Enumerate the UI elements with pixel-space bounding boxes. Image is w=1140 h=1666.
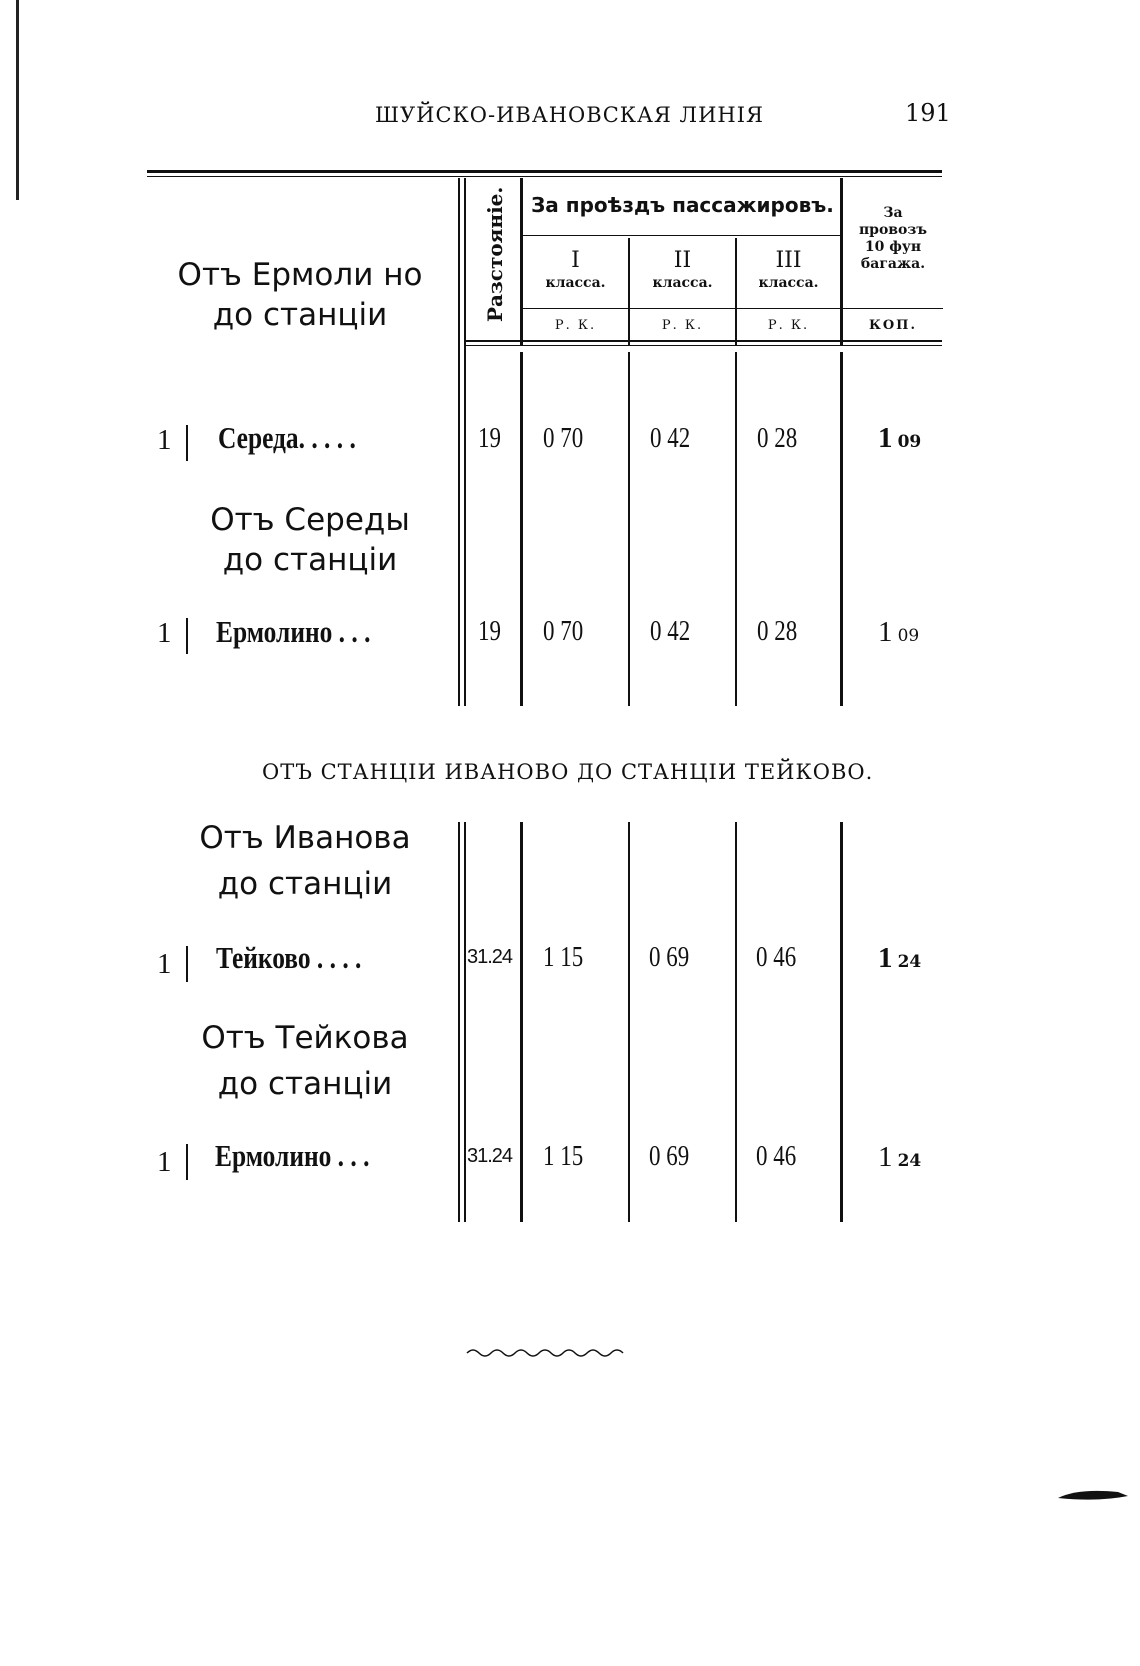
- row-number-bar: [186, 1144, 188, 1180]
- header-bottom-rule: [464, 340, 942, 342]
- header-bottom-rule-2: [464, 345, 942, 346]
- running-title: ШУЙСКО-ИВАНОВСКАЯ ЛИНІЯ: [375, 103, 764, 127]
- from-label-sub: Отъ Середы до станціи: [210, 502, 410, 578]
- distance-value: 19: [478, 616, 501, 647]
- fare-group-head: За проѣздъ пассажировъ.: [531, 193, 834, 217]
- class3-fare: 0 46: [756, 1141, 797, 1172]
- station-name: Тейково . . . .: [216, 940, 362, 975]
- s2-rule-dist-2: [464, 822, 466, 1222]
- baggage-head: [843, 205, 943, 273]
- from-label-ivanovo: Отъ Иванова до станціи: [199, 820, 411, 902]
- s1-rule-dist-2: [464, 346, 466, 706]
- distance-head: Разстояніе.: [483, 186, 507, 322]
- class2-head: [630, 248, 735, 292]
- row-number: 1: [157, 617, 172, 649]
- page-number: 191: [905, 99, 951, 127]
- class3-fare: 0 28: [757, 423, 798, 454]
- unit-c2: Р. К.: [661, 318, 704, 333]
- row-number-bar: [186, 946, 188, 982]
- class3-numeral: III: [775, 248, 802, 273]
- class3-fare: 0 46: [756, 942, 797, 973]
- baggage-line-1: За: [883, 205, 903, 221]
- class2-fare: 0 42: [650, 423, 691, 454]
- s1-rule-bag: [840, 352, 843, 706]
- row-number: 1: [157, 1146, 172, 1178]
- class2-numeral: II: [673, 248, 692, 273]
- scan-edge-mark: [16, 0, 19, 200]
- baggage-fare: [878, 942, 921, 975]
- section-title: ОТЪ СТАНЦІИ ИВАНОВО ДО СТАНЦІИ ТЕЙКОВО.: [262, 760, 874, 784]
- header-rule-dist-left: [458, 178, 460, 346]
- baggage-rub: 1: [878, 942, 893, 974]
- s2-rule-bag: [840, 822, 843, 1222]
- s2-rule-dist: [458, 822, 460, 1222]
- top-rule-2: [147, 176, 942, 177]
- class2-fare: 0 69: [649, 942, 690, 973]
- top-rule: [147, 170, 942, 173]
- s1-rule-c2: [628, 352, 630, 706]
- baggage-line-3: 10 фун: [864, 239, 922, 255]
- row-number: 1: [157, 424, 172, 456]
- class2-fare: 0 69: [649, 1141, 690, 1172]
- row-number-bar: [186, 425, 188, 461]
- class1-numeral: I: [571, 248, 580, 273]
- s2-rule-fare: [520, 822, 523, 1222]
- baggage-fare: [878, 422, 921, 455]
- class1-label: класса.: [545, 275, 606, 291]
- s1-rule-fare: [520, 352, 523, 706]
- baggage-kop: 24: [897, 1151, 922, 1171]
- class2-label: класса.: [652, 275, 713, 291]
- s1-rule-dist: [458, 346, 460, 706]
- s2-rule-c3: [735, 822, 737, 1222]
- from-label-head: Отъ Ермоли но до станціи: [177, 257, 423, 333]
- station-name: Ермолино . . .: [216, 614, 371, 649]
- baggage-rub: 1: [878, 1141, 893, 1173]
- distance-value: 31.24: [467, 1145, 513, 1167]
- class3-fare: 0 28: [757, 616, 798, 647]
- class1-fare: 1 15: [543, 1141, 584, 1172]
- baggage-fare: [878, 1141, 921, 1174]
- class2-fare: 0 42: [650, 616, 691, 647]
- baggage-line-2: провозъ: [858, 222, 928, 238]
- row-number-bar: [186, 618, 188, 654]
- baggage-rub: 1: [878, 422, 893, 454]
- station-name: Ермолино . . .: [215, 1138, 370, 1173]
- baggage-rub: 1: [878, 616, 893, 648]
- class1-fare: 0 70: [543, 423, 584, 454]
- baggage-line-4: багажа.: [860, 256, 926, 272]
- distance-value: 31.24: [467, 946, 513, 968]
- header-rule-fare-mid: [523, 235, 840, 236]
- row-number: 1: [157, 948, 172, 980]
- unit-bag: КОП.: [869, 318, 917, 333]
- unit-c1: Р. К.: [554, 318, 597, 333]
- scan-blot: [1058, 1488, 1128, 1502]
- baggage-kop: 09: [897, 626, 920, 646]
- header-rule-dist-left2: [464, 178, 466, 346]
- header-rule-units: [523, 308, 943, 309]
- class3-label: класса.: [758, 275, 819, 291]
- baggage-kop: 24: [897, 952, 922, 972]
- station-name: Середа. . . . .: [218, 420, 356, 455]
- class3-head: [737, 248, 840, 292]
- baggage-kop: 09: [897, 432, 922, 452]
- distance-value: 19: [478, 423, 501, 454]
- s1-rule-c3: [735, 352, 737, 706]
- from-label-teikovo: Отъ Тейкова до станціи: [201, 1020, 409, 1102]
- end-ornament: [465, 1345, 625, 1359]
- unit-c3: Р. К.: [767, 318, 810, 333]
- class1-head: [523, 248, 628, 292]
- class1-fare: 1 15: [543, 942, 584, 973]
- class1-fare: 0 70: [543, 616, 584, 647]
- s2-rule-c2: [628, 822, 630, 1222]
- baggage-fare: [878, 616, 919, 649]
